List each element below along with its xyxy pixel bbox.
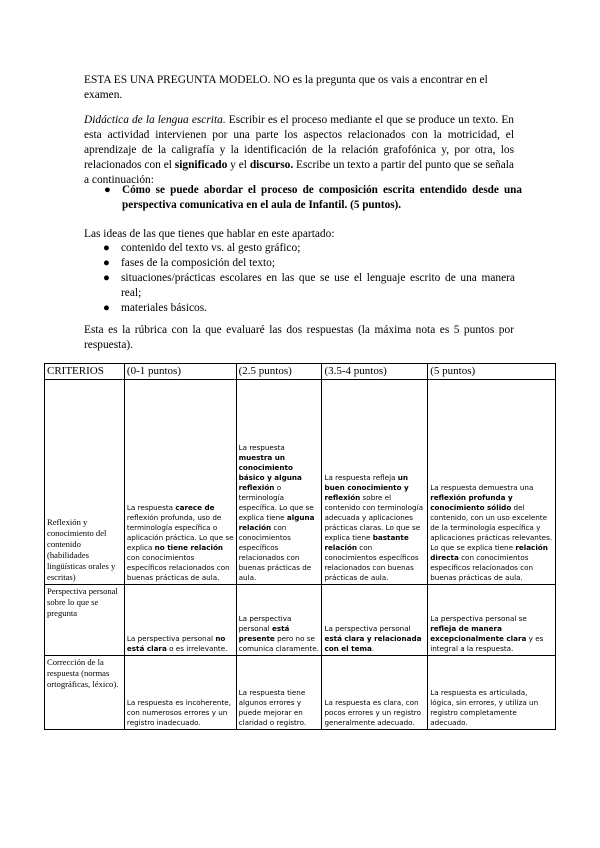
rubric-cell <box>428 380 556 585</box>
cell-run: del contenido, con un uso excelente de la terminología específica y aplicaciones prácticas relevantes. Lo que se explica tiene <box>430 503 553 552</box>
cell-bold-run: refleja de manera excepcionalmente clara <box>430 624 527 643</box>
cell-bold-run: está presente <box>238 624 290 643</box>
cell-run: reflexión profunda, uso de terminología específica o aplicación práctica. Lo que se explica <box>126 513 234 552</box>
bullet-icon: ● <box>103 272 110 284</box>
cell-bold-run: bastante relación <box>324 533 409 552</box>
cell-run: La respuesta es articulada, lógica, sin errores, y utiliza un registro completamente adecuado. <box>430 688 539 727</box>
rubric-intro: Esta es la rúbrica con la que evaluaré las dos respuestas (la máxima nota es 5 puntos por respuesta). <box>84 324 514 351</box>
idea-text: materiales básicos. <box>121 302 208 314</box>
rubric-cell <box>322 380 428 585</box>
cell-text <box>324 698 425 728</box>
cell-run: La respuesta <box>126 503 176 512</box>
cell-text <box>430 614 553 654</box>
cell-text <box>127 698 234 728</box>
criterion-cell: Corrección de la respuesta (normas ortográficas, léxico). <box>45 656 125 730</box>
cell-bold-run: reflexión profunda y conocimiento sólido <box>430 493 513 512</box>
rubric-cell <box>322 656 428 730</box>
list-item <box>103 241 515 256</box>
cell-run: La respuesta <box>238 443 285 452</box>
bullet-icon: ● <box>103 257 110 269</box>
cell-text <box>324 473 425 583</box>
cell-run: La perspectiva personal se <box>430 614 527 623</box>
list-item <box>103 256 515 271</box>
rubric-cell <box>236 656 322 730</box>
intro-paragraph: ESTA ES UNA PREGUNTA MODELO. NO es la pregunta que os vais a encontrar en el examen. <box>84 74 488 101</box>
rubric-cell <box>124 585 236 656</box>
cell-bold-run: no tiene relación <box>154 543 223 552</box>
didactica-bold-discurso: discurso. <box>249 159 294 171</box>
cell-bold-run: no está clara <box>126 634 226 653</box>
table-row <box>45 380 556 585</box>
rubric-cell <box>124 656 236 730</box>
ideas-intro: Las ideas de las que tienes que hablar en este apartado: <box>84 228 335 240</box>
rubric-cell <box>236 585 322 656</box>
list-item <box>103 301 515 316</box>
table-row <box>45 656 556 730</box>
cell-bold-run: alguna relación <box>238 513 315 532</box>
cell-run: o terminología específica. Lo que se explica tiene <box>238 483 314 522</box>
cell-text <box>239 443 320 583</box>
cell-run: con conocimientos específicos relacionados con buenas prácticas de aula. <box>126 553 230 582</box>
bullet-icon: ● <box>103 242 110 254</box>
cell-text <box>239 688 320 728</box>
table-row <box>45 585 556 656</box>
didactica-text-2: y el <box>227 159 250 171</box>
cell-run: La perspectiva personal <box>324 624 411 633</box>
cell-run: La respuesta demuestra una <box>430 483 534 492</box>
cell-text <box>127 503 234 583</box>
criterion-cell: Reflexión y conocimiento del contenido (habilidades lingüísticas orales y escritas) <box>45 380 125 585</box>
cell-run: y es integral a la respuesta. <box>430 634 544 653</box>
question-text: Cómo se puede abordar el proceso de composición escrita entendido desde una perspectiva comunicativa en el aula de Infantil. (5 puntos). <box>122 184 522 211</box>
header-cell: (0-1 puntos) <box>124 364 236 380</box>
question-item <box>104 183 522 213</box>
cell-text <box>239 614 320 654</box>
cell-run: La respuesta tiene algunos errores y puede mejorar en claridad o registro. <box>238 688 307 727</box>
cell-run: con conocimientos específicos relacionados con buenas prácticas de aula. <box>430 553 534 582</box>
didactica-paragraph <box>84 113 514 188</box>
rubric-table <box>44 363 556 730</box>
criterion-cell: Perspectiva personal sobre lo que se pregunta <box>45 585 125 656</box>
cell-run: o es irrelevante. <box>166 644 228 653</box>
header-cell: (3.5-4 puntos) <box>322 364 428 380</box>
rubric-cell <box>124 380 236 585</box>
cell-text <box>430 688 553 728</box>
table-header-row <box>45 364 556 380</box>
idea-text: fases de la composición del texto; <box>121 257 276 269</box>
header-cell: (2.5 puntos) <box>236 364 322 380</box>
didactica-italic-lead: Didáctica de la lengua escrita. <box>84 114 226 126</box>
cell-text <box>127 634 234 654</box>
rubric-cell <box>428 656 556 730</box>
cell-run: sobre el contenido con terminología adecuada y aplicaciones prácticas claras. Lo que se explica tiene <box>324 493 423 542</box>
header-cell: CRITERIOS <box>45 364 125 380</box>
cell-run: La perspectiva personal <box>238 614 292 633</box>
bullet-icon: ● <box>103 302 110 314</box>
cell-bold-run: relación directa <box>430 543 548 562</box>
cell-run: La respuesta es clara, con pocos errores y un registro generalmente adecuado. <box>324 698 421 727</box>
header-cell: (5 puntos) <box>428 364 556 380</box>
cell-run: con conocimientos específicos relacionados con buenas prácticas de aula. <box>324 543 419 582</box>
cell-run: La perspectiva personal <box>126 634 216 643</box>
cell-run: con conocimientos específicos relacionados con buenas prácticas de aula. <box>238 523 312 582</box>
rubric-cell <box>236 380 322 585</box>
cell-run: pero no se comunica claramente. <box>238 634 319 653</box>
cell-bold-run: un buen conocimiento y reflexión <box>324 473 409 502</box>
ideas-list <box>103 241 515 316</box>
didactica-bold-significado: significado <box>174 159 228 171</box>
cell-bold-run: está clara y relacionada con el tema <box>324 634 422 653</box>
didactica-text-3: Escribe un texto a partir del punto que se señala a continuación: <box>84 159 514 186</box>
rubric-cell <box>428 585 556 656</box>
rubric-cell <box>322 585 428 656</box>
cell-text <box>430 483 553 583</box>
didactica-text-1: Escribir es el proceso mediante el que se produce un texto. En esta actividad intervienen por una parte los aspectos relacionados con la motricidad, el aprendizaje de la caligrafía y la identificación de la relación grafofónica y, por otra, los relacionados con el <box>84 114 514 171</box>
idea-text: situaciones/prácticas escolares en las que se use el lenguaje escrito de una manera real; <box>121 272 515 299</box>
list-item <box>103 271 515 301</box>
cell-bold-run: carece de <box>175 503 215 512</box>
bullet-icon: ● <box>104 184 111 196</box>
cell-run: . <box>371 644 375 653</box>
cell-text <box>324 624 425 654</box>
cell-run: La respuesta es incoherente, con numerosos errores y un registro inadecuado. <box>126 698 231 727</box>
cell-bold-run: muestra un conocimiento básico y alguna reflexión <box>238 453 302 492</box>
cell-run: La respuesta refleja <box>324 473 398 482</box>
idea-text: contenido del texto vs. al gesto gráfico; <box>121 242 301 254</box>
